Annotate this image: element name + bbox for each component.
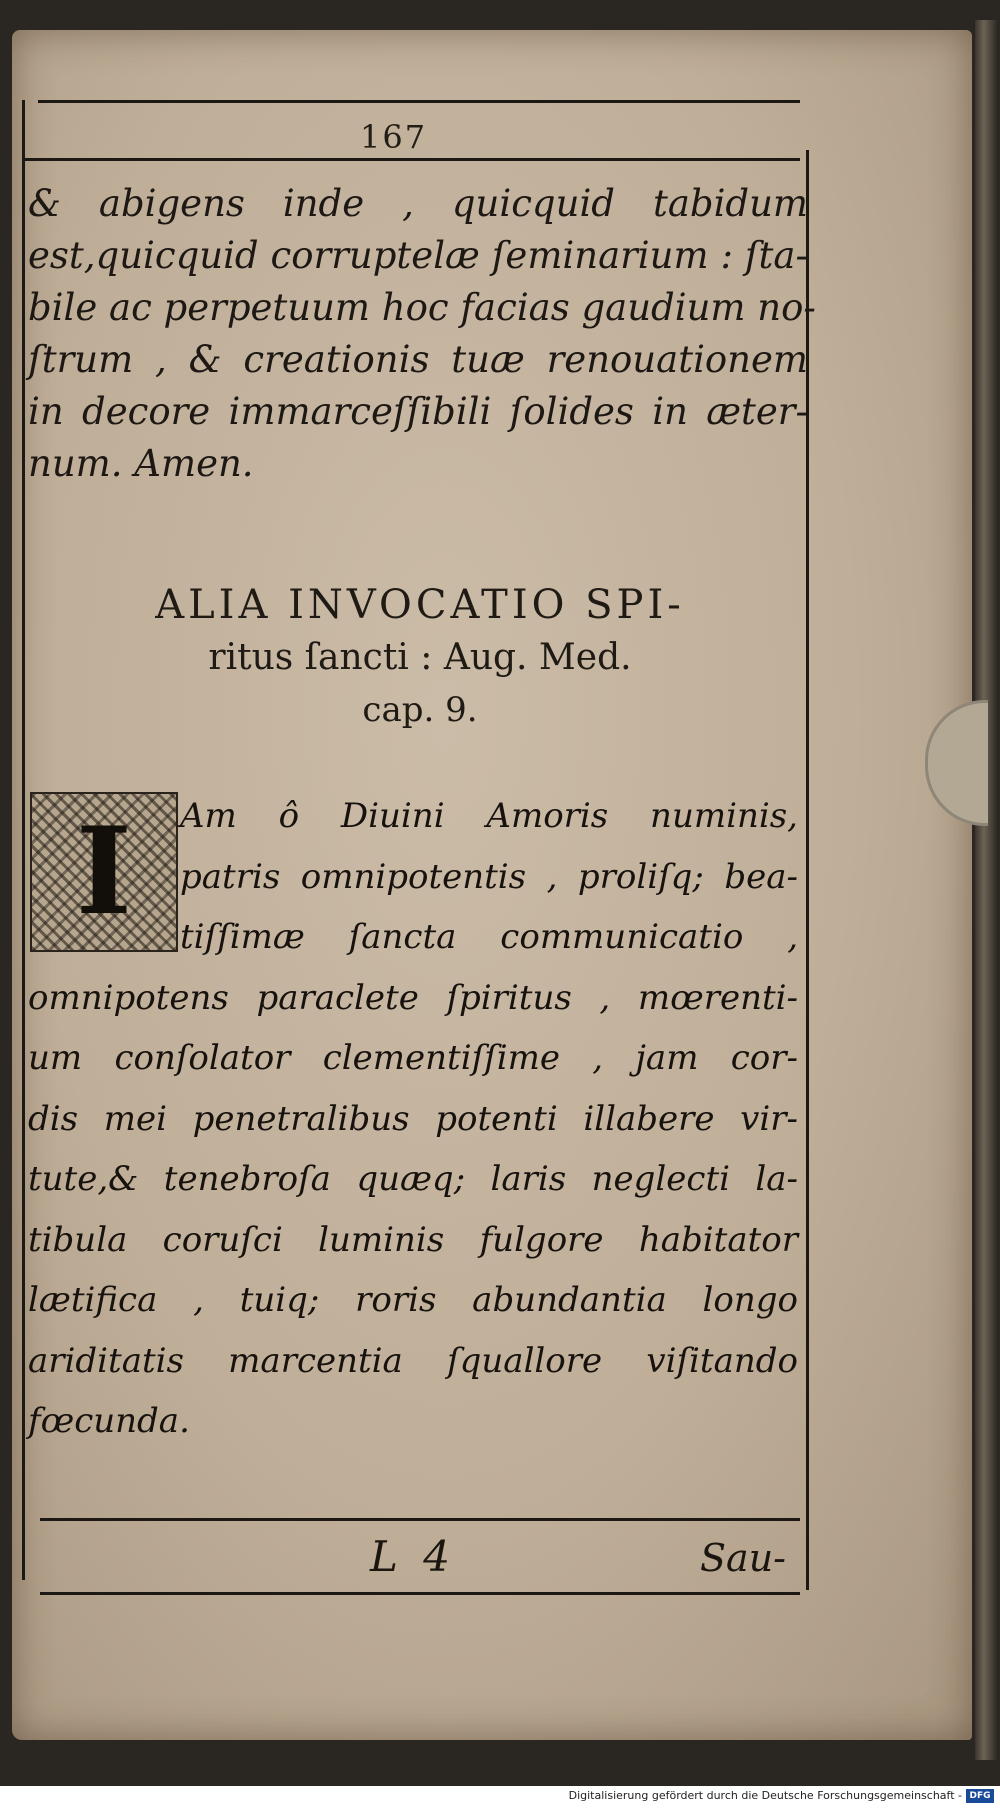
text-line: tibula coruſci luminis fulgore habitator <box>28 1219 798 1260</box>
text-line: tute,& tenebroſa quæq; laris neglecti la- <box>28 1159 798 1199</box>
text-line: Am ô Diuini Amoris numinis, <box>180 796 798 836</box>
page-edge <box>975 20 997 1760</box>
footer-rule-lower <box>40 1592 800 1595</box>
text-line: dis mei penetralibus potenti illabere vir- <box>28 1098 798 1139</box>
text-line: num. Amen. <box>28 442 254 485</box>
signature-mark: L 4 <box>370 1532 456 1581</box>
text-line: lætifica , tuiq; roris abundantia longo <box>28 1280 798 1320</box>
footer-rule-upper <box>40 1518 800 1521</box>
left-rule <box>22 100 25 1580</box>
text-line: & abigens inde , quicquid tabidum <box>28 182 808 225</box>
heading-line: ritus ſancti : Aug. Med. <box>208 637 632 678</box>
text-line: omnipotens paraclete ſpiritus , mœrenti- <box>28 977 798 1018</box>
top-rule <box>38 100 800 103</box>
text-line: fœcunda. <box>28 1401 190 1441</box>
prayer-text <box>28 786 798 1452</box>
continuation-text <box>28 178 816 490</box>
catchword: Sau- <box>700 1536 787 1580</box>
text-line: est,quicquid corruptelæ ſeminarium : ſta- <box>28 234 808 277</box>
text-line: ariditatis marcentia ſquallore viſitando <box>28 1340 798 1381</box>
heading-line: cap. 9. <box>362 690 478 730</box>
text-line: um conſolator clementiſſime , jam cor- <box>28 1038 798 1078</box>
initial-letter: I <box>75 801 133 942</box>
section-heading <box>40 578 800 736</box>
heading-line: ALIA INVOCATIO SPI- <box>155 582 685 628</box>
page-number: 167 <box>360 118 428 156</box>
header-rule <box>24 158 800 161</box>
text-line: bile ac perpetuum hoc facias gaudium no- <box>28 286 816 329</box>
text-line: in decore immarceſſibili ſolides in æter- <box>28 390 808 433</box>
footer-bar <box>0 1786 1000 1808</box>
dfg-logo: DFG <box>966 1789 994 1803</box>
footer-credit: Digitalisierung gefördert durch die Deutsche Forschungsgemeinschaft - <box>568 1789 962 1802</box>
text-line: ſtrum , & creationis tuæ renouationem <box>28 338 808 381</box>
text-line: tiſſimæ ſancta communicatio , <box>180 917 798 957</box>
text-line: patris omnipotentis , proliſq; bea- <box>180 856 798 897</box>
